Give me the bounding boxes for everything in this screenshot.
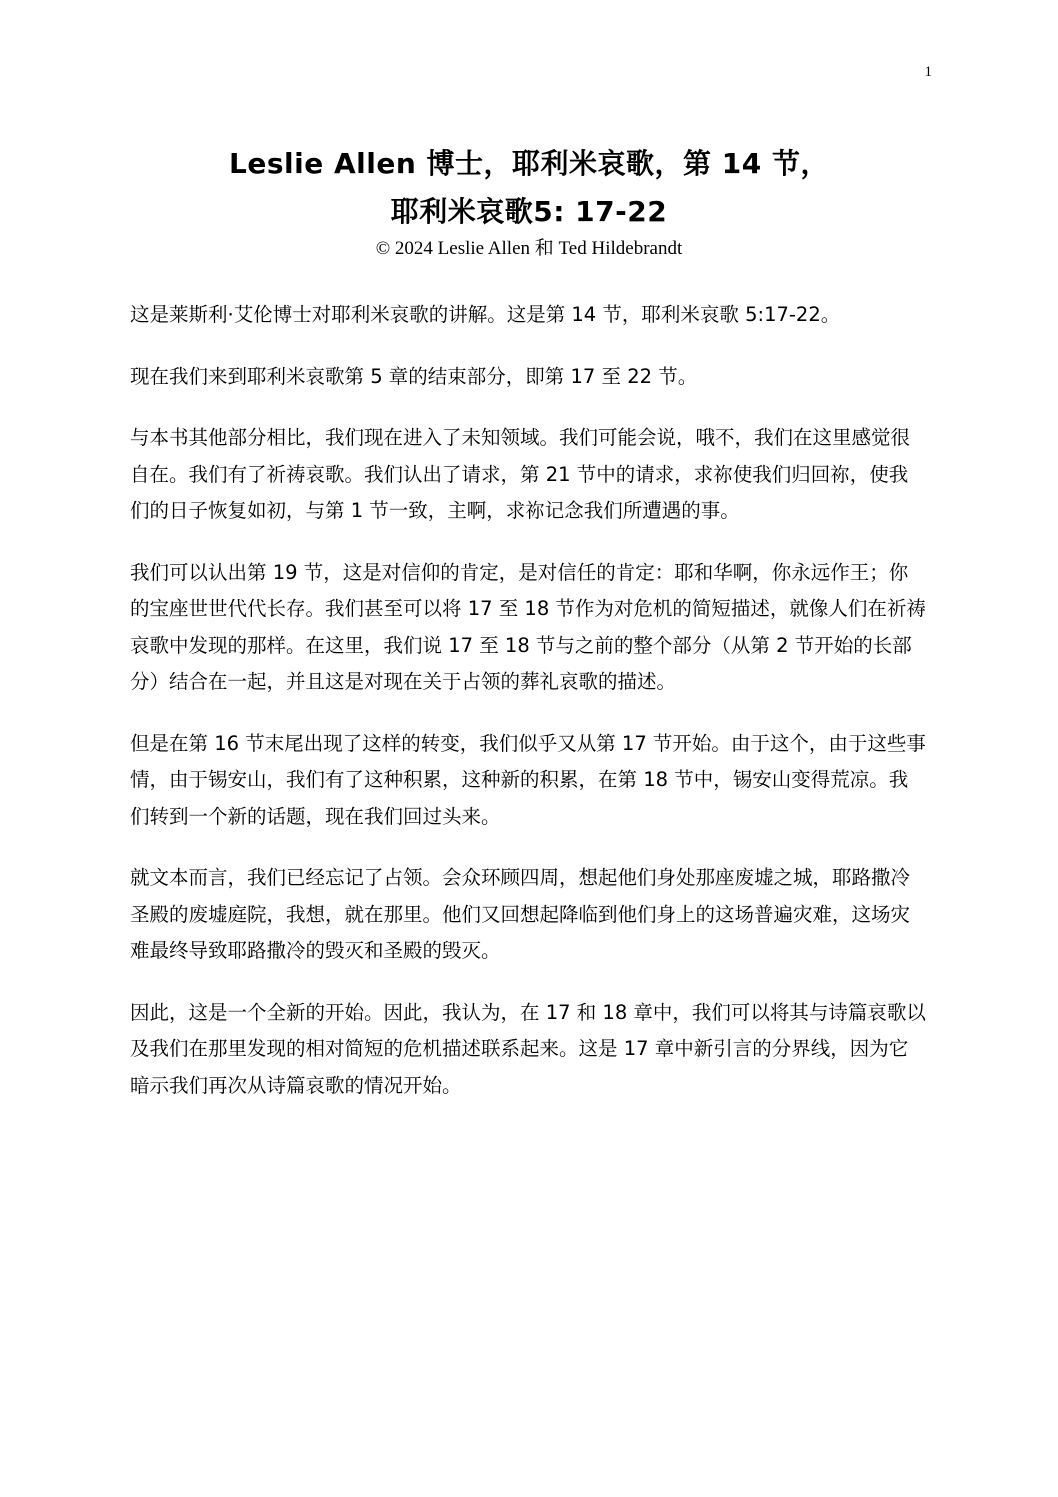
page-number: 1	[924, 64, 932, 80]
paragraph: 与本书其他部分相比，我们现在进入了未知领域。我们可能会说，哦不，我们在这里感觉很自在。我们有了祈祷哀歌。我们认出了请求，第 21 节中的请求，求祢使我们归回祢，使我们的日子恢复如初，与第 1 节一致，主啊，求祢记念我们所遭遇的事。	[130, 426, 911, 522]
body-text	[130, 297, 926, 1129]
document-title-line-1: Leslie Allen 博士，耶利米哀歌，第 14 节，	[229, 147, 829, 180]
paragraph: 但是在第 16 节末尾出现了这样的转变，我们似乎又从第 17 节开始。由于这个，由于这些事情，由于锡安山，我们有了这种积累，这种新的积累，在第 18 节中，锡安山变得荒凉。我们转到一个新的话题，现在我们回过头来。	[130, 731, 926, 828]
copyright-notice: © 2024 Leslie Allen 和 Ted Hildebrandt	[375, 238, 683, 259]
title-block	[0, 140, 1058, 262]
paragraph: 因此，这是一个全新的开始。因此，我认为，在 17 和 18 章中，我们可以将其与诗篇哀歌以及我们在那里发现的相对简短的危机描述联系起来。这是 17 章中新引言的分界线，因为它暗示我们再次从诗篇哀歌的情况开始。	[130, 1000, 926, 1097]
paragraph: 现在我们来到耶利米哀歌第 5 章的结束部分，即第 17 至 22 节。	[130, 364, 698, 388]
document-title-line-2: 耶利米哀歌5: 17-22	[390, 195, 668, 228]
paragraph: 我们可以认出第 19 节，这是对信仰的肯定，是对信任的肯定：耶和华啊，你永远作王；你的宝座世世代代长存。我们甚至可以将 17 至 18 节作为对危机的简短描述，就像人们在祈祷哀歌中发现的那样。在这里，我们说 17 至 18 节与之前的整个部分（从第 2 节开始的长部分）结合在一起，并且这是对现在关于占领的葬礼哀歌的描述。	[130, 560, 926, 693]
paragraph: 这是莱斯利·艾伦博士对耶利米哀歌的讲解。这是第 14 节，耶利米哀歌 5:17-22。	[130, 303, 841, 326]
paragraph: 就文本而言，我们已经忘记了占领。会众环顾四周，想起他们身处那座废墟之城，耶路撒冷圣殿的废墟庭院，我想，就在那里。他们又回想起降临到他们身上的这场普遍灾难，这场灾难最终导致耶路撒冷的毁灭和圣殿的毁灭。	[130, 866, 911, 962]
